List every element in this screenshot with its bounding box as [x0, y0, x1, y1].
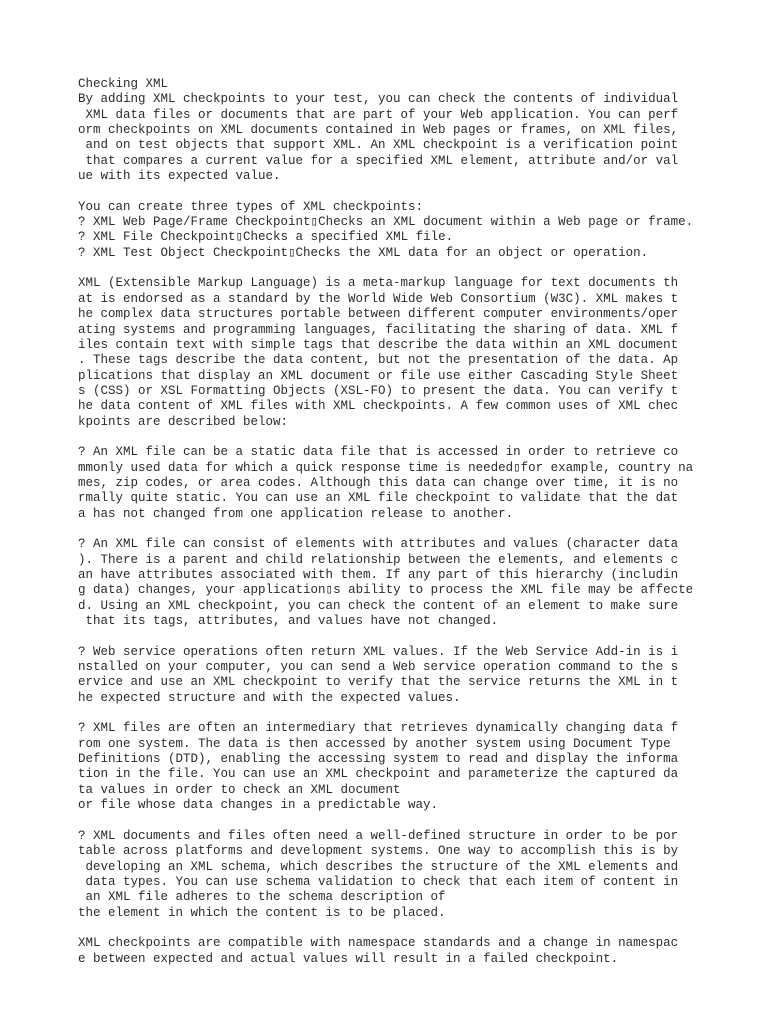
text-line: mmonly used data for which a quick response time is needed▯for example, country na: [78, 460, 694, 475]
text-line: Checking XML: [78, 77, 169, 91]
blank-line: [78, 430, 718, 445]
text-line: ? Web service operations often return XML values. If the Web Service Add-in is i: [78, 644, 679, 659]
text-line: ? XML Web Page/Frame Checkpoint▯Checks an XML document within a Web page or frame.: [78, 215, 694, 230]
text-line: ? XML File Checkpoint▯Checks a specified XML file.: [78, 230, 454, 245]
blank-line: [78, 522, 718, 537]
blank-line: [78, 814, 718, 829]
text-line: developing an XML schema, which describes the structure of the XML elements and: [78, 859, 679, 874]
text-line: that compares a current value for a specified XML element, attribute and/or val: [78, 153, 679, 168]
text-line: an XML file adheres to the schema description of: [78, 890, 446, 905]
text-line: ? XML files are often an intermediary that retrieves dynamically changing data f: [78, 721, 679, 736]
text-line: ). There is a parent and child relationship between the elements, and elements c: [78, 552, 679, 567]
text-line: at is endorsed as a standard by the World Wide Web Consortium (W3C). XML makes t: [78, 291, 679, 306]
text-line: ? XML Test Object Checkpoint▯Checks the XML data for an object or operation.: [78, 245, 649, 260]
text-line: he data content of XML files with XML checkpoints. A few common uses of XML chec: [78, 399, 679, 414]
text-line: d. Using an XML checkpoint, you can check the content of an element to make sure: [78, 598, 679, 613]
text-line: he complex data structures portable between different computer environments/oper: [78, 307, 679, 322]
text-line: ta values in order to check an XML document: [78, 782, 401, 797]
text-line: and on test objects that support XML. An XML checkpoint is a verification point: [78, 138, 679, 153]
text-line: rom one system. The data is then accessed by another system using Document Type: [78, 736, 671, 751]
text-line: XML data files or documents that are part of your Web application. You can perf: [78, 107, 679, 122]
document-body: [78, 77, 718, 967]
text-line: iles contain text with simple tags that describe the data within an XML document: [78, 337, 679, 352]
text-line: ? An XML file can be a static data file that is accessed in order to retrieve co: [78, 445, 679, 460]
text-line: ? XML documents and files often need a well-defined structure in order to be por: [78, 828, 679, 843]
text-line: ating systems and programming languages, facilitating the sharing of data. XML f: [78, 322, 679, 337]
text-line: g data) changes, your application▯s ability to process the XML file may be affecte: [78, 583, 694, 598]
text-line: kpoints are described below:: [78, 414, 289, 429]
text-line: he expected structure and with the expected values.: [78, 690, 461, 705]
text-line: XML (Extensible Markup Language) is a meta-markup language for text documents th: [78, 276, 679, 291]
text-line: rmally quite static. You can use an XML file checkpoint to validate that the dat: [78, 491, 679, 506]
text-line: By adding XML checkpoints to your test, you can check the contents of individual: [78, 92, 679, 107]
blank-line: [78, 261, 718, 276]
text-line: nstalled on your computer, you can send a Web service operation command to the s: [78, 660, 679, 675]
text-line: You can create three types of XML checkpoints:: [78, 199, 424, 214]
text-line: that its tags, attributes, and values have not changed.: [78, 614, 499, 629]
text-line: Definitions (DTD), enabling the accessing system to read and display the informa: [78, 752, 679, 767]
text-line: . These tags describe the data content, but not the presentation of the data. Ap: [78, 353, 679, 368]
text-line: or file whose data changes in a predictable way.: [78, 798, 439, 813]
text-line: ? An XML file can consist of elements with attributes and values (character data: [78, 537, 679, 552]
text-line: ervice and use an XML checkpoint to verify that the service returns the XML in t: [78, 675, 679, 690]
blank-line: [78, 184, 718, 199]
text-line: a has not changed from one application release to another.: [78, 506, 514, 521]
blank-line: [78, 921, 718, 936]
text-line: plications that display an XML document or file use either Cascading Style Sheet: [78, 368, 679, 383]
text-line: mes, zip codes, or area codes. Although this data can change over time, it is no: [78, 475, 679, 490]
text-line: s (CSS) or XSL Formatting Objects (XSL-FO) to present the data. You can verify t: [78, 383, 679, 398]
text-line: XML checkpoints are compatible with namespace standards and a change in namespac: [78, 936, 679, 951]
text-line: the element in which the content is to be placed.: [78, 905, 446, 920]
text-line: e between expected and actual values will result in a failed checkpoint.: [78, 951, 619, 966]
text-line: table across platforms and development systems. One way to accomplish this is by: [78, 844, 679, 859]
blank-line: [78, 706, 718, 721]
text-line: tion in the file. You can use an XML checkpoint and parameterize the captured da: [78, 767, 679, 782]
text-line: orm checkpoints on XML documents contained in Web pages or frames, on XML files,: [78, 123, 679, 138]
blank-line: [78, 629, 718, 644]
text-line: data types. You can use schema validation to check that each item of content in: [78, 874, 679, 889]
text-line: ue with its expected value.: [78, 169, 281, 184]
text-line: an have attributes associated with them. If any part of this hierarchy (includin: [78, 568, 679, 582]
